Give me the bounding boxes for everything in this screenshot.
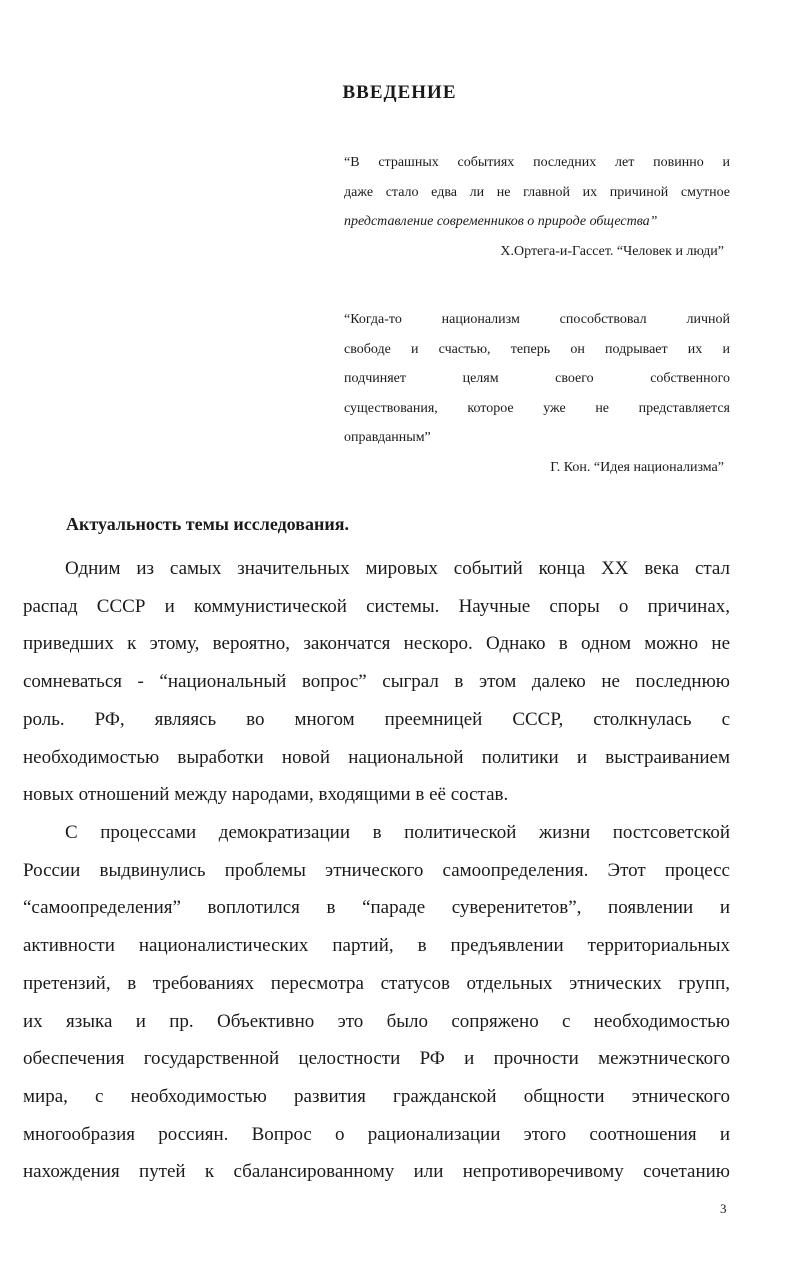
epigraph-quote bbox=[344, 305, 730, 453]
paragraph-line: новых отношений между народами, входящими в её состав. bbox=[23, 784, 509, 806]
epigraph-kon bbox=[344, 305, 730, 482]
page-title: ВВЕДЕНИЕ bbox=[342, 82, 457, 103]
paragraph-line: активности националистических партий, в предъявлении территориальных bbox=[23, 935, 730, 957]
epigraph-quote bbox=[344, 148, 730, 237]
paragraph-line: обеспечения государственной целостности РФ и прочности межэтнического bbox=[23, 1048, 730, 1070]
paragraph-line: сомневаться - “национальный вопрос” сыграл в этом далеко не последнюю bbox=[23, 671, 730, 693]
page-number: 3 bbox=[720, 1201, 727, 1216]
paragraph-relevance-2 bbox=[23, 814, 730, 1191]
paragraph-line: претензий, в требованиях пересмотра статусов отдельных этнических групп, bbox=[23, 972, 730, 994]
quote-line bbox=[344, 178, 730, 208]
epigraph-ortega bbox=[344, 148, 730, 266]
paragraph-relevance-1 bbox=[23, 550, 730, 814]
paragraph-line: роль. РФ, являясь во многом преемницей СССР, столкнулась с bbox=[23, 708, 730, 730]
paragraph-line: России выдвинулись проблемы этнического самоопределения. Этот процесс bbox=[23, 859, 730, 881]
paragraph-line-text: С процессами демократизации в политической жизни постсоветской bbox=[65, 822, 730, 843]
quote-line: существования, которое уже не представляется bbox=[344, 400, 730, 416]
paragraph-line-text: Одним из самых значительных мировых событий конца ХХ века стал bbox=[65, 558, 730, 579]
paragraph-line bbox=[23, 814, 730, 852]
paragraph-line: мира, с необходимостью развития гражданской общности этнического bbox=[23, 1085, 730, 1107]
quote-line: “Когда-то национализм способствовал личной bbox=[344, 312, 730, 327]
quote-line-text: даже стало едва ли не главной их причиной смутное bbox=[344, 184, 730, 200]
quote-line: представление современников о природе общества” bbox=[344, 214, 658, 229]
quote-line: оправданным” bbox=[344, 430, 431, 445]
epigraph-attribution: Г. Кон. “Идея национализма” bbox=[550, 459, 724, 475]
paragraph-line: необходимостью выработки новой национальной политики и выстраиванием bbox=[23, 746, 730, 768]
quote-line: подчиняет целям своего собственного bbox=[344, 371, 730, 386]
paragraph-line: “самоопределения” воплотился в “параде суверенитетов”, появлении и bbox=[23, 897, 730, 919]
paragraph-line: распад СССР и коммунистической системы. Научные споры о причинах, bbox=[23, 595, 730, 617]
quote-line: свободе и счастью, теперь он подрывает их и bbox=[344, 341, 730, 357]
paragraph-line: приведших к этому, вероятно, закончатся нескоро. Однако в одном можно не bbox=[23, 633, 730, 655]
paragraph-line: нахождения путей к сбалансированному или непротиворечивому сочетанию bbox=[23, 1161, 730, 1183]
epigraph-attribution: Х.Ортега-и-Гассет. “Человек и люди” bbox=[500, 243, 724, 259]
quote-line: “В страшных событиях последних лет повинно и bbox=[344, 155, 730, 170]
paragraph-line bbox=[23, 550, 730, 588]
paragraph-line: их языка и пр. Объективно это было сопряжено с необходимостью bbox=[23, 1010, 730, 1032]
paragraph-line: многообразия россиян. Вопрос о рационализации этого соотношения и bbox=[23, 1123, 730, 1145]
section-heading: Актуальность темы исследования. bbox=[66, 514, 349, 534]
